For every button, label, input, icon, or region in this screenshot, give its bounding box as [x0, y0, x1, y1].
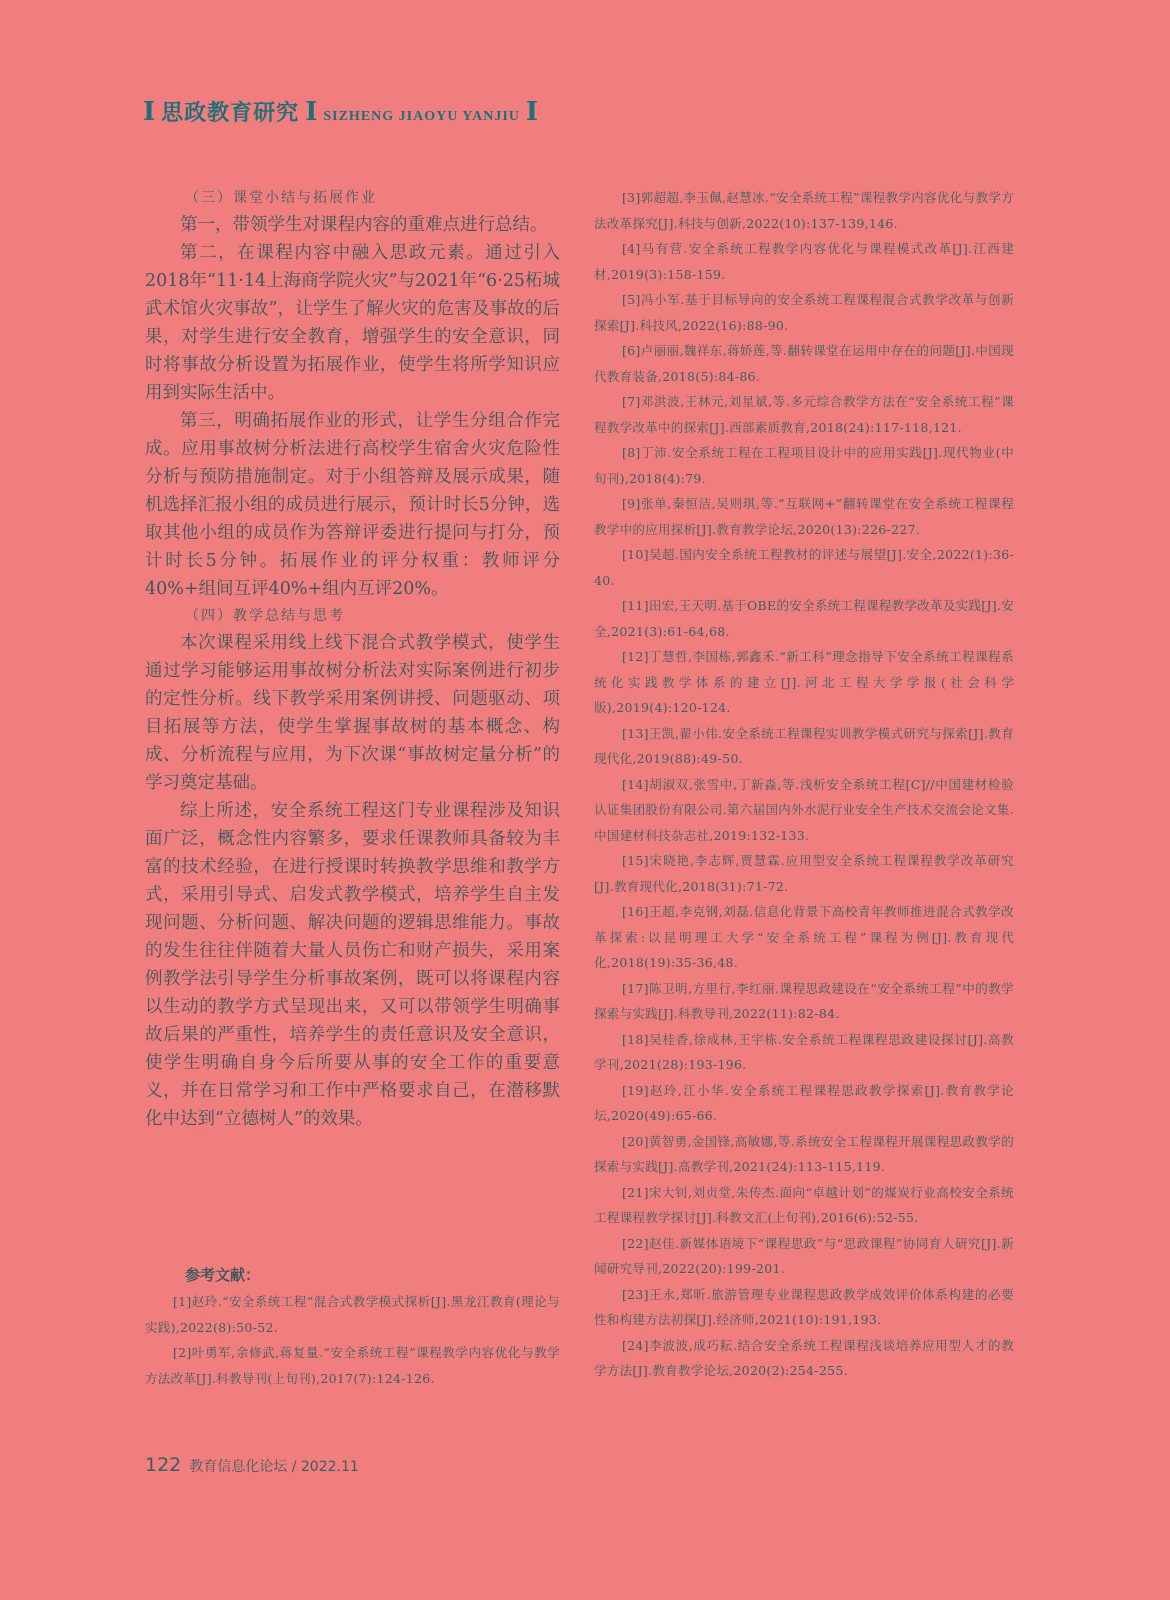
reference-item: [17]陈卫明,方里行,李红丽.课程思政建设在“安全系统工程”中的教学探索与实践[J].科教导刊,2022(11):82-84.: [594, 980, 1014, 1021]
reference-item: [14]胡淑双,张雪中,丁新淼,等.浅析安全系统工程[C]//中国建材检验认证集团股份有限公司.第六届国内外水泥行业安全生产技术交流会论文集.中国建材科技杂志社,2019:132-133.: [594, 776, 1014, 843]
references-title: 参考文献：: [185, 1266, 261, 1284]
header-bar-mid: I: [305, 97, 318, 127]
section-title-cn: 思政教育研究: [161, 100, 300, 126]
reference-item: [4]马有营.安全系统工程教学内容优化与课程模式改革[J].江西建材,2019(3):158-159.: [594, 241, 1014, 282]
reference-item: [6]卢丽丽,魏祥东,蒋娇莲,等.翻转课堂在运用中存在的问题[J].中国现代教育装备,2018(5):84-86.: [594, 343, 1014, 384]
journal-name: 教育信息化论坛 / 2022.11: [189, 1459, 359, 1475]
reference-item: [1]赵玲.“安全系统工程”混合式教学模式探析[J].黑龙江教育(理论与实践),2022(8):50-52.: [145, 1294, 560, 1335]
reference-item: [2]叶勇军,余修武,蒋复量.“安全系统工程”课程教学内容优化与教学方法改革[J].科教导刊(上旬刊),2017(7):124-126.: [145, 1345, 560, 1386]
reference-item: [5]冯小军.基于目标导向的安全系统工程课程混合式教学改革与创新探索[J].科技风,2022(16):88-90.: [594, 292, 1014, 333]
body-paragraph: 第二，在课程内容中融入思政元素。通过引入2018年“11·14上海商学院火灾”与2021年“6·25柘城武术馆火灾事故”，让学生了解火灾的危害及事故的后果，对学生进行安全教育，增强学生的安全意识，同时将事故分析设置为拓展作业，使学生将所学知识应用到实际生活中。: [145, 243, 560, 403]
reference-item: [21]宋大钊,刘贞堂,朱传杰.面向“卓越计划”的煤炭行业高校安全系统工程课程教学探讨[J].科教文汇(上旬刊),2016(6):52-55.: [594, 1184, 1014, 1225]
header-bar-right: I: [525, 97, 539, 127]
reference-item: [13]王凯,翟小伟.安全系统工程课程实训教学模式研究与探索[J].教育现代化,2019(88):49-50.: [594, 725, 1014, 766]
section3-heading: （三）课堂小结与拓展作业: [185, 190, 377, 206]
section-title-en: SIZHENG JIAOYU YANJIU: [323, 109, 520, 124]
page-header: [143, 96, 538, 127]
reference-item: [12]丁慧哲,李国栋,郭鑫禾.“新工科”理念指导下安全系统工程课程系统化实践教学体系的建立[J].河北工程大学学报(社会科学版),2019(4):120-124.: [594, 649, 1014, 715]
reference-item: [16]王超,李克钢,刘磊.信息化背景下高校青年教师推进混合式教学改革探索:以昆明理工大学“安全系统工程”课程为例[J].教育现代化,2018(19):35-36,48.: [594, 904, 1014, 970]
reference-item: [19]赵玲,江小华.安全系统工程课程思政教学探索[J].教育教学论坛,2020(49):65-66.: [594, 1082, 1014, 1123]
page-number: 122: [145, 1454, 182, 1476]
body-paragraph: 第一，带领学生对课程内容的重难点进行总结。: [180, 215, 548, 235]
reference-item: [23]王永,郑昕.旅游管理专业课程思政教学成效评价体系构建的必要性和构建方法初探[J].经济师,2021(10):191,193.: [594, 1286, 1014, 1327]
body-paragraph: 综上所述，安全系统工程这门专业课程涉及知识面广泛，概念性内容繁多，要求任课教师具备较为丰富的技术经验，在进行授课时转换教学思维和教学方式，采用引导式、启发式教学模式，培养学生自主发现问题、分析问题、解决问题的逻辑思维能力。事故的发生往往伴随着大量人员伤亡和财产损失，采用案例教学法引导学生分析事故案例，既可以将课程内容以生动的教学方式呈现出来，又可以带领学生明确事故后果的严重性，培养学生的责任意识及安全意识，使学生明确自身今后所要从事的安全工作的重要意义，并在日常学习和工作中严格要求自己，在潜移默化中达到“立德树人”的效果。: [145, 801, 560, 1129]
reference-item: [24]李波波,成巧耘.结合安全系统工程课程浅谈培养应用型人才的教学方法[J].教育教学论坛,2020(2):254-255.: [594, 1337, 1014, 1378]
reference-item: [18]吴桂香,徐成林,王宇栋.安全系统工程课程思政建设探讨[J].高教学刊,2021(28):193-196.: [594, 1031, 1014, 1072]
body-paragraph: 本次课程采用线上线下混合式教学模式，使学生通过学习能够运用事故树分析法对实际案例进行初步的定性分析。线下教学采用案例讲授、问题驱动、项目拓展等方法，使学生掌握事故树的基本概念、构成、分析流程与应用，为下次课“事故树定量分析”的学习奠定基础。: [145, 633, 560, 793]
reference-item: [7]邓洪波,王林元,刘星斌,等.多元综合教学方法在“安全系统工程”课程教学改革中的探索[J].西部素质教育,2018(24):117-118,121.: [594, 394, 1014, 435]
reference-item: [11]田宏,王天明.基于OBE的安全系统工程课程教学改革及实践[J].安全,2021(3):61-64,68.: [594, 598, 1015, 639]
reference-item: [9]张单,秦恒洁,吴则琪,等.“互联网+”翻转课堂在安全系统工程课程教学中的应用探析[J].教育教学论坛,2020(13):226-227.: [594, 496, 1014, 537]
reference-item: [10]吴超.国内安全系统工程教材的评述与展望[J].安全,2022(1):36-40.: [594, 547, 1014, 588]
body-paragraph: 第三，明确拓展作业的形式，让学生分组合作完成。应用事故树分析法进行高校学生宿舍火灾危险性分析与预防措施制定。对于小组答辩及展示成果，随机选择汇报小组的成员进行展示，预计时长5分钟，选取其他小组的成员作为答辩评委进行提问与打分，预计时长5分钟。拓展作业的评分权重：教师评分40%+组间互评40%+组内互评20%。: [145, 411, 560, 599]
reference-item: [15]宋晓艳,李志辉,贾慧霖.应用型安全系统工程课程教学改革研究[J].教育现代化,2018(31):71-72.: [594, 853, 1014, 894]
page-footer: [145, 1454, 359, 1476]
section4-heading: （四）教学总结与思考: [185, 608, 345, 624]
reference-item: [3]郭超超,李玉佩,赵慧冰.“安全系统工程”课程教学内容优化与教学方法改革探究[J].科技与创新,2022(10):137-139,146.: [594, 190, 1014, 231]
header-bar-left: I: [143, 97, 156, 127]
reference-item: [20]黄智勇,金国锋,高敏娜,等.系统安全工程课程开展课程思政教学的探索与实践[J].高教学刊,2021(24):113-115,119.: [594, 1133, 1014, 1174]
right-column: [594, 185, 1014, 1384]
reference-item: [8]丁沛.安全系统工程在工程项目设计中的应用实践[J].现代物业(中旬刊),2018(4):79.: [594, 445, 1014, 486]
left-column: [145, 185, 560, 1391]
reference-item: [22]赵佳.新媒体语境下“课程思政”与“思政课程”协同育人研究[J].新闻研究导刊,2022(20):199-201.: [594, 1235, 1014, 1276]
